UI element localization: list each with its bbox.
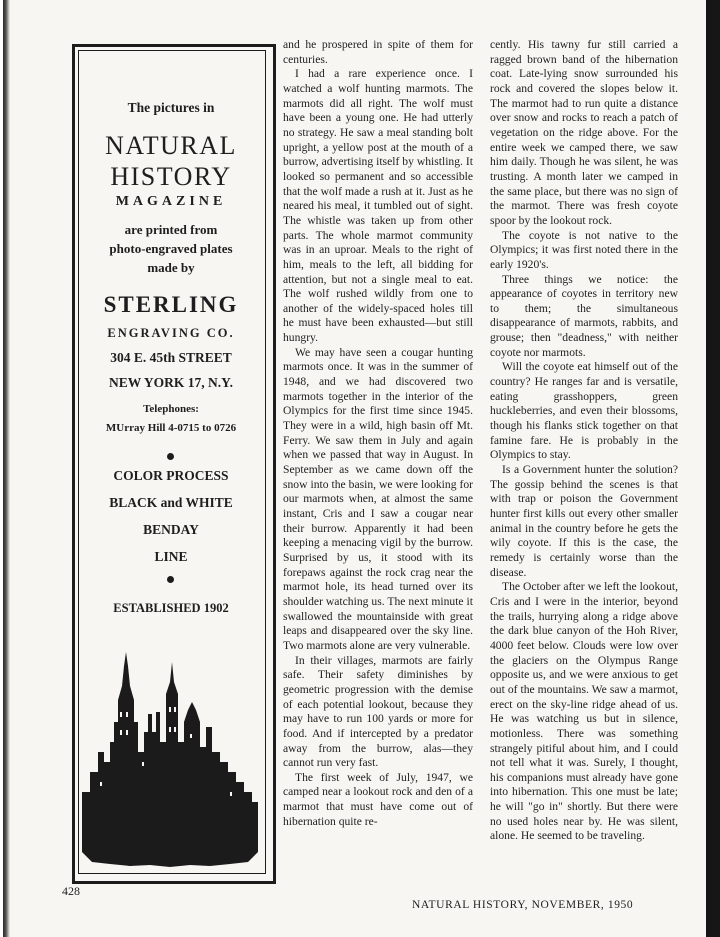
article-column-middle	[283, 38, 473, 829]
paragraph: The October after we left the lookout, Cris and I were in the interior, beyond the trails, hurrying along a ridge above the dark blue canyon of the Hoh River, 4000 feet below. Clouds were low over the glaciers on the Olympus Range opposite us, and we were anxious to get out of the mountains. We saw a marmot, erect on the sky-line ridge ahead of us. He was watching us but in silence, motionless. There was something strangely pitiful about him, and I could not tell what it was. Surely, I thought, his companions must already have gone into hibernation. This one must be late; he will "go in" shortly. But there were no used holes near by. He was silent, alone. He seemed to be traveling.	[490, 580, 678, 843]
ad-line-printed: are printed from	[124, 222, 218, 237]
sterling-engraving-advertisement	[80, 52, 262, 870]
ad-company-subtitle: ENGRAVING CO.	[107, 326, 235, 340]
paragraph: and he prospered in spite of them for centuries.	[283, 38, 473, 66]
running-footer: NATURAL HISTORY, NOVEMBER, 1950	[412, 899, 634, 911]
paragraph: I had a rare experience once. I watched a wolf hunting marmots. The marmots did all right. The wolf must have been a young one. He had utterly no strategy. He saw a meal standing bolt upright, a yellow post at the mouth of a burrow, advertising itself by whistling. It looked so permanent and so accessible that the wolf made a rush at it. Just as he neared his meal, it tumbled out of sight. The whistle was taken up from other parts. The whole marmot community was in an uproar. Meals to the right of him, meals to the left, all bidding for attention, but not a single meal to eat. The wolf rushed wildly from one to another of the widely-spaced holes till he must have been exhausted—but still hungry.	[283, 67, 473, 345]
ad-service-color: COLOR PROCESS	[113, 468, 229, 483]
page-binding-shadow	[706, 0, 720, 937]
paragraph: The first week of July, 1947, we camped near a lookout rock and den of a marmot that must have come out of hibernation quite re-	[283, 770, 473, 828]
paragraph: cently. His tawny fur still carried a ragged brown band of the hibernation coat. Late-lying snow surrounded his rock and covered the slopes below it. The marmot had to run quite a distance over snow and rocks to reach a patch of vegetation on the ridge above. For the entire week we camped there, we saw him daily. Though he was silent, he was trusting. A month later we camped in the same place, but there was no sign of the marmot. There was fresh coyote spoor by the lookout rock.	[490, 38, 678, 227]
ad-service-line: LINE	[154, 549, 188, 564]
ad-established: ESTABLISHED 1902	[113, 601, 229, 615]
ad-history-word: HISTORY	[110, 162, 232, 191]
ad-company-name: STERLING	[103, 292, 239, 317]
paragraph: Will the coyote eat himself out of the country? He ranges far and is versatile, eating grasshoppers, green huckleberries, and even their blossoms, though his flanks stick together on that famine fare. He is probably in the Olympics to stay.	[490, 360, 678, 462]
paragraph: Is a Government hunter the solution? The gossip behind the scenes is that with trap or poison the Government hunter first kills out every other smaller animal in the country before he gets the wily coyote. If this is the case, the remedy is certainly worse than the disease.	[490, 463, 678, 579]
paragraph: Three things we notice: the appearance of coyotes in territory new to them; the simultaneous disappearance of marmots, rabbits, and grouse; then "deadness," with neither coyote nor marmots.	[490, 272, 678, 359]
ad-street-address: 304 E. 45th STREET	[110, 350, 232, 365]
bullet-dot-icon	[167, 453, 174, 460]
paragraph: The coyote is not native to the Olympics; it was first noted there in the early 1920's.	[490, 228, 678, 271]
article-column-right	[490, 38, 678, 844]
ad-printed-from-text	[80, 220, 262, 277]
ad-intro-text: The pictures in	[127, 100, 215, 115]
ad-service-bw: BLACK and WHITE	[109, 495, 233, 510]
ad-city: NEW YORK 17, N.Y.	[108, 375, 234, 390]
ad-phones-label: Telephones:	[143, 403, 199, 415]
ad-line-plates: photo-engraved plates	[109, 241, 233, 256]
ad-phone-numbers: MUrray Hill 4-0715 to 0726	[105, 422, 237, 434]
ad-natural-word: NATURAL	[105, 131, 237, 160]
paragraph: In their villages, marmots are fairly safe. Their safety diminishes by geometric progression with the demise of each potential lookout, because they may have to run 100 yards or more for food. And if intercepted by a predator away from the burrow, alas—they cannot run very fast.	[283, 653, 473, 770]
page-number: 428	[62, 884, 80, 898]
page-spine-edge	[0, 0, 10, 937]
paragraph: We may have seen a cougar hunting marmots once. It was in the summer of 1948, and we had discovered two marmots together in the interior of the Olympics for the first time since 1945. They were in a wild, high basin off Mt. Ferry. We saw them in July and again when we passed that way in August. In September as we came down off the snow into the basin, we were looking for our marmots when, at almost the same instant, Cris and I saw a cougar near their burrow. Apparently it had been keeping a menacing vigil by the burrow. Surprised by us, it stood with its forepaws against the rock crag near the marmot hole, its head turned over its shoulder watching us. The next minute it swallowed the mountainside with great leaps and disappeared over the sky line. Two marmots alone are very vulnerable.	[283, 345, 473, 652]
bullet-dot-icon	[167, 576, 174, 583]
ad-service-benday: BENDAY	[143, 522, 199, 537]
ad-magazine-word: MAGAZINE	[115, 194, 227, 209]
city-skyline-icon	[80, 652, 262, 867]
ad-magazine-name	[80, 130, 262, 192]
ad-line-made-by: made by	[147, 260, 195, 275]
